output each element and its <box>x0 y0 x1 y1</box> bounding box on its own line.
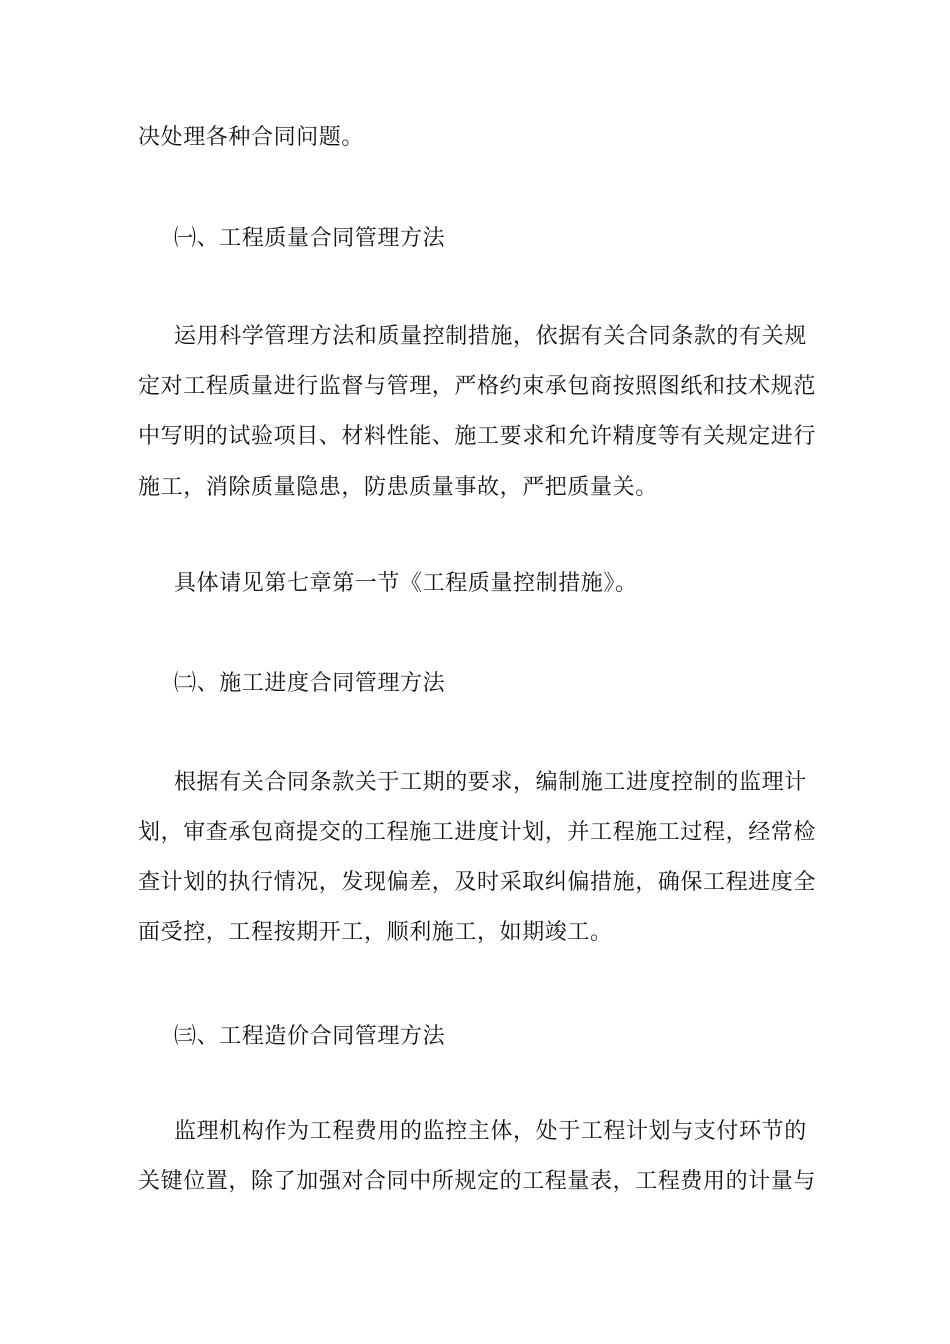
paragraph-line: 运用科学管理方法和质量控制措施，依据有关合同条款的有关规 <box>174 324 807 349</box>
paragraph-line: 关键位置，除了加强对合同中所规定的工程量表，工程费用的计量与 <box>138 1169 817 1194</box>
paragraph-line: 划，审查承包商提交的工程施工进度计划，并工程施工过程，经常检 <box>138 820 817 845</box>
paragraph-line: 查计划的执行情况，发现偏差，及时采取纠偏措施，确保工程进度全 <box>138 870 817 895</box>
paragraph-line: 定对工程质量进行监督与管理，严格约束承包商按照图纸和技术规范 <box>138 374 817 399</box>
paragraph-line: 决处理各种合同问题。 <box>138 125 365 150</box>
section-heading-cost: ㈢、工程造价合同管理方法 <box>174 1024 446 1049</box>
paragraph-line: 具体请见第七章第一节《工程质量控制措施》。 <box>174 571 638 596</box>
paragraph-line: 施工，消除质量隐患，防患质量事故，严把质量关。 <box>138 475 658 500</box>
paragraph-line: 面受控，工程按期开工，顺利施工，如期竣工。 <box>138 920 613 945</box>
paragraph-line: 监理机构作为工程费用的监控主体，处于工程计划与支付环节的 <box>174 1119 807 1144</box>
paragraph-line: 根据有关合同条款关于工期的要求，编制施工进度控制的监理计 <box>174 770 807 795</box>
section-heading-quality: ㈠、工程质量合同管理方法 <box>174 226 446 251</box>
paragraph-line: 中写明的试验项目、材料性能、施工要求和允许精度等有关规定进行 <box>138 424 817 449</box>
section-heading-schedule: ㈡、施工进度合同管理方法 <box>174 671 446 696</box>
